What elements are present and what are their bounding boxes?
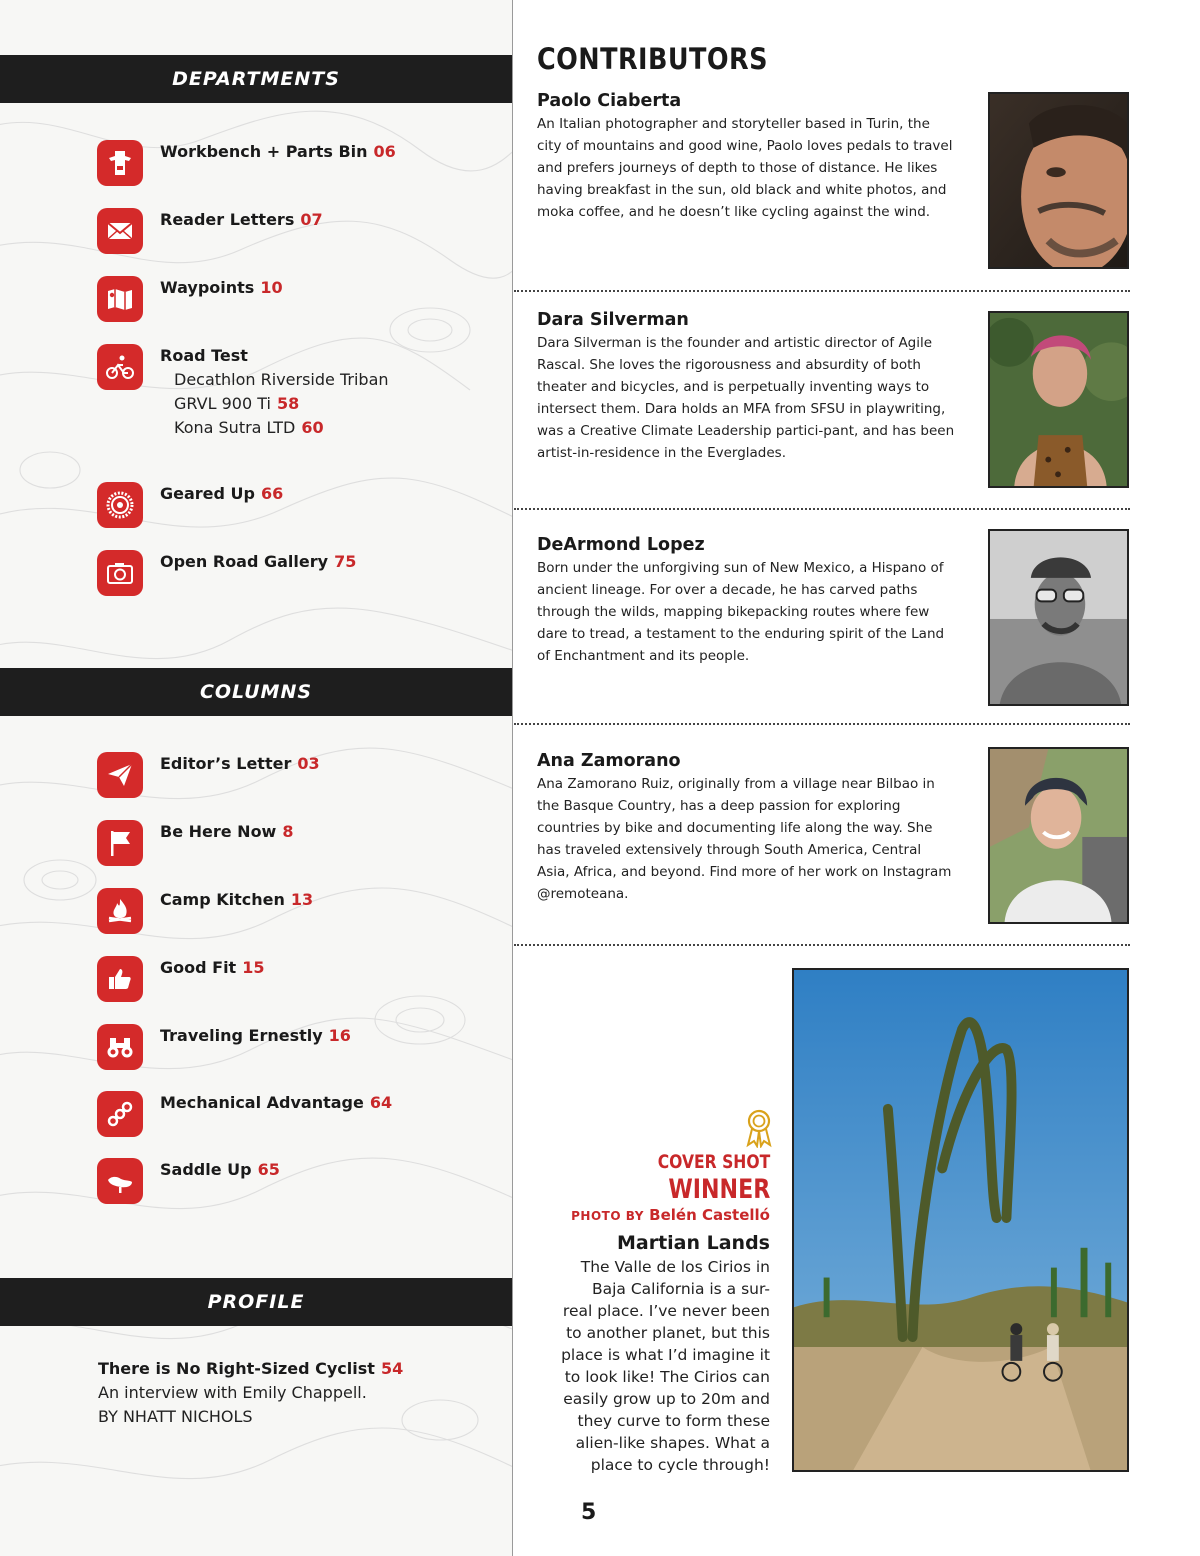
apron-icon xyxy=(97,140,143,186)
contributor-photo-ana xyxy=(988,747,1129,924)
toc-item-page: 65 xyxy=(257,1160,280,1179)
camera-icon xyxy=(97,550,143,596)
caption-line: to look like! The Cirios can xyxy=(564,1368,770,1386)
contributor-name: DeArmond Lopez xyxy=(537,535,705,555)
road-test-sub-3-page: 60 xyxy=(301,418,324,437)
toc-item-title: Editor’s Letter xyxy=(160,754,292,773)
contributor-ana xyxy=(537,750,957,905)
contributor-name: Ana Zamorano xyxy=(537,751,681,771)
separator xyxy=(514,944,1130,946)
toc-item-mechanical-advantage[interactable] xyxy=(97,1091,392,1137)
contributor-name: Paolo Ciaberta xyxy=(537,91,682,111)
toc-item-title: Workbench + Parts Bin xyxy=(160,142,368,161)
thumbs-up-icon xyxy=(97,956,143,1002)
toc-item-title: Road Test xyxy=(160,346,248,365)
toc-item-waypoints[interactable] xyxy=(97,276,283,322)
toc-item-title: Reader Letters xyxy=(160,210,295,229)
contributor-dearmond xyxy=(537,534,957,667)
caption-line: alien-like shapes. What a xyxy=(575,1434,770,1452)
toc-item-editors-letter[interactable] xyxy=(97,752,320,798)
toc-item-be-here-now[interactable] xyxy=(97,820,293,866)
toc-item-title: Be Here Now xyxy=(160,822,277,841)
toc-item-title: Good Fit xyxy=(160,958,237,977)
profile-title: PROFILE xyxy=(207,1291,305,1313)
contributors-heading: CONTRIBUTORS xyxy=(537,42,768,76)
cyclist-icon xyxy=(97,344,143,390)
photographer-name: Belén Castelló xyxy=(649,1206,770,1224)
separator xyxy=(514,508,1130,510)
campfire-icon xyxy=(97,888,143,934)
profile-description: An interview with Emily Chappell. xyxy=(98,1383,367,1402)
toc-item-traveling-ernestly[interactable] xyxy=(97,1024,351,1070)
departments-header xyxy=(0,55,512,103)
contributor-photo-dara xyxy=(988,311,1129,488)
road-test-sub-2: GRVL 900 Ti xyxy=(174,394,271,413)
column-divider xyxy=(512,0,513,1556)
caption-line: to another planet, but this xyxy=(566,1324,770,1342)
saddle-icon xyxy=(97,1158,143,1204)
profile-header xyxy=(0,1278,512,1326)
caption-line: they curve to form these xyxy=(577,1412,770,1430)
toc-item-page: 8 xyxy=(282,822,294,841)
contributor-photo-paolo xyxy=(988,92,1129,269)
cover-title: Martian Lands xyxy=(616,1232,770,1254)
columns-header xyxy=(0,668,512,716)
toc-item-title: Mechanical Advantage xyxy=(160,1093,364,1112)
toc-item-geared-up[interactable] xyxy=(97,482,283,528)
caption-line: The Valle de los Cirios in xyxy=(580,1258,770,1276)
profile-article-title: There is No Right-Sized Cyclist xyxy=(98,1359,375,1378)
contributor-bio: Born under the unforgiving sun of New Mexico, a Hispano of ancient lineage. For over a decade, he has carved paths through the wilds, mapping bikepacking routes where few dare to tread, a testament to the enduring spirit of the Land of Enchantment and its people. xyxy=(537,560,945,664)
road-test-sub-3: Kona Sutra LTD xyxy=(174,418,296,437)
toc-item-title: Traveling Ernestly xyxy=(160,1026,323,1045)
profile-page: 54 xyxy=(380,1359,404,1378)
toc-item-page: 16 xyxy=(328,1026,351,1045)
toc-item-saddle-up[interactable] xyxy=(97,1158,280,1204)
cover-shot-winner: WINNER xyxy=(668,1174,770,1205)
contributor-dara xyxy=(537,309,957,464)
toc-item-road-test[interactable] xyxy=(97,344,389,440)
columns-title: COLUMNS xyxy=(199,681,313,703)
contributor-name: Dara Silverman xyxy=(537,310,689,330)
toc-item-title: Camp Kitchen xyxy=(160,890,285,909)
toc-item-open-road-gallery[interactable] xyxy=(97,550,356,596)
map-icon xyxy=(97,276,143,322)
toc-item-reader-letters[interactable] xyxy=(97,208,323,254)
contributor-photo-dearmond xyxy=(988,529,1129,706)
cover-caption xyxy=(561,1256,770,1476)
photo-by-label: PHOTO BY xyxy=(571,1209,644,1223)
envelope-icon xyxy=(97,208,143,254)
toc-item-page: 64 xyxy=(369,1093,393,1112)
toc-item-page: 15 xyxy=(242,958,265,977)
cover-shot-label: COVER SHOT xyxy=(657,1151,770,1173)
paper-plane-icon xyxy=(97,752,143,798)
road-test-sub-2-page: 58 xyxy=(276,394,300,413)
chain-icon xyxy=(97,1091,143,1137)
cover-shot-photo xyxy=(792,968,1129,1472)
contributor-paolo xyxy=(537,90,957,223)
profile-entry[interactable] xyxy=(98,1357,403,1429)
road-test-sub-1: Decathlon Riverside Triban xyxy=(174,370,389,389)
toc-item-title: Geared Up xyxy=(160,484,255,503)
separator xyxy=(514,290,1130,292)
contributor-bio: Ana Zamorano Ruiz, originally from a village near Bilbao in the Basque Country, has a deep passion for exploring countries by bike and documenting life along the way. She has traveled extensively through South America, Central Asia, Africa, and beyond. Find more of her work on Instagram @remoteana. xyxy=(537,776,952,902)
cassette-icon xyxy=(97,482,143,528)
toc-item-workbench[interactable] xyxy=(97,140,396,186)
toc-item-camp-kitchen[interactable] xyxy=(97,888,313,934)
award-ribbon-icon xyxy=(744,1108,774,1152)
caption-line: place to cycle through! xyxy=(590,1456,770,1474)
page-number: 5 xyxy=(581,1500,597,1525)
photo-credit xyxy=(571,1206,770,1224)
toc-item-page: 07 xyxy=(300,210,323,229)
departments-title: DEPARTMENTS xyxy=(172,68,340,90)
toc-item-page: 13 xyxy=(290,890,314,909)
caption-line: easily grow up to 20m and xyxy=(563,1390,770,1408)
toc-item-good-fit[interactable] xyxy=(97,956,264,1002)
table-of-contents-panel xyxy=(0,0,512,1556)
toc-item-page: 06 xyxy=(373,142,396,161)
toc-item-title: Open Road Gallery xyxy=(160,552,329,571)
toc-item-page: 66 xyxy=(261,484,284,503)
toc-item-page: 03 xyxy=(297,754,320,773)
binoculars-icon xyxy=(97,1024,143,1070)
contributor-bio: An Italian photographer and storyteller based in Turin, the city of mountains and good wine, Paolo loves pedals to travel and prefers journeys of depth to those of distance. He likes having breakfast in the sun, old black and white photos, and moka coffee, and he doesn’t like cycling against the wind. xyxy=(537,116,953,220)
toc-item-title: Waypoints xyxy=(160,278,255,297)
toc-item-title: Saddle Up xyxy=(160,1160,252,1179)
caption-line: place is what I’d imagine it xyxy=(561,1346,770,1364)
flag-icon xyxy=(97,820,143,866)
toc-item-page: 10 xyxy=(260,278,283,297)
contributor-bio: Dara Silverman is the founder and artistic director of Agile Rascal. She loves the rigorousness and absurdity of both theater and bicycles, and is perpetually inventing ways to intersect them. Dara holds an MFA from SFSU in playwriting, was a Creative Climate Leadership partici-pant, and has been artist-in-residence in the Everglades. xyxy=(537,335,955,461)
toc-item-page: 75 xyxy=(334,552,357,571)
caption-line: Baja California is a sur- xyxy=(591,1280,770,1298)
separator xyxy=(514,723,1130,725)
profile-byline: BY NHATT NICHOLS xyxy=(98,1407,253,1426)
caption-line: real place. I’ve never been xyxy=(562,1302,770,1320)
